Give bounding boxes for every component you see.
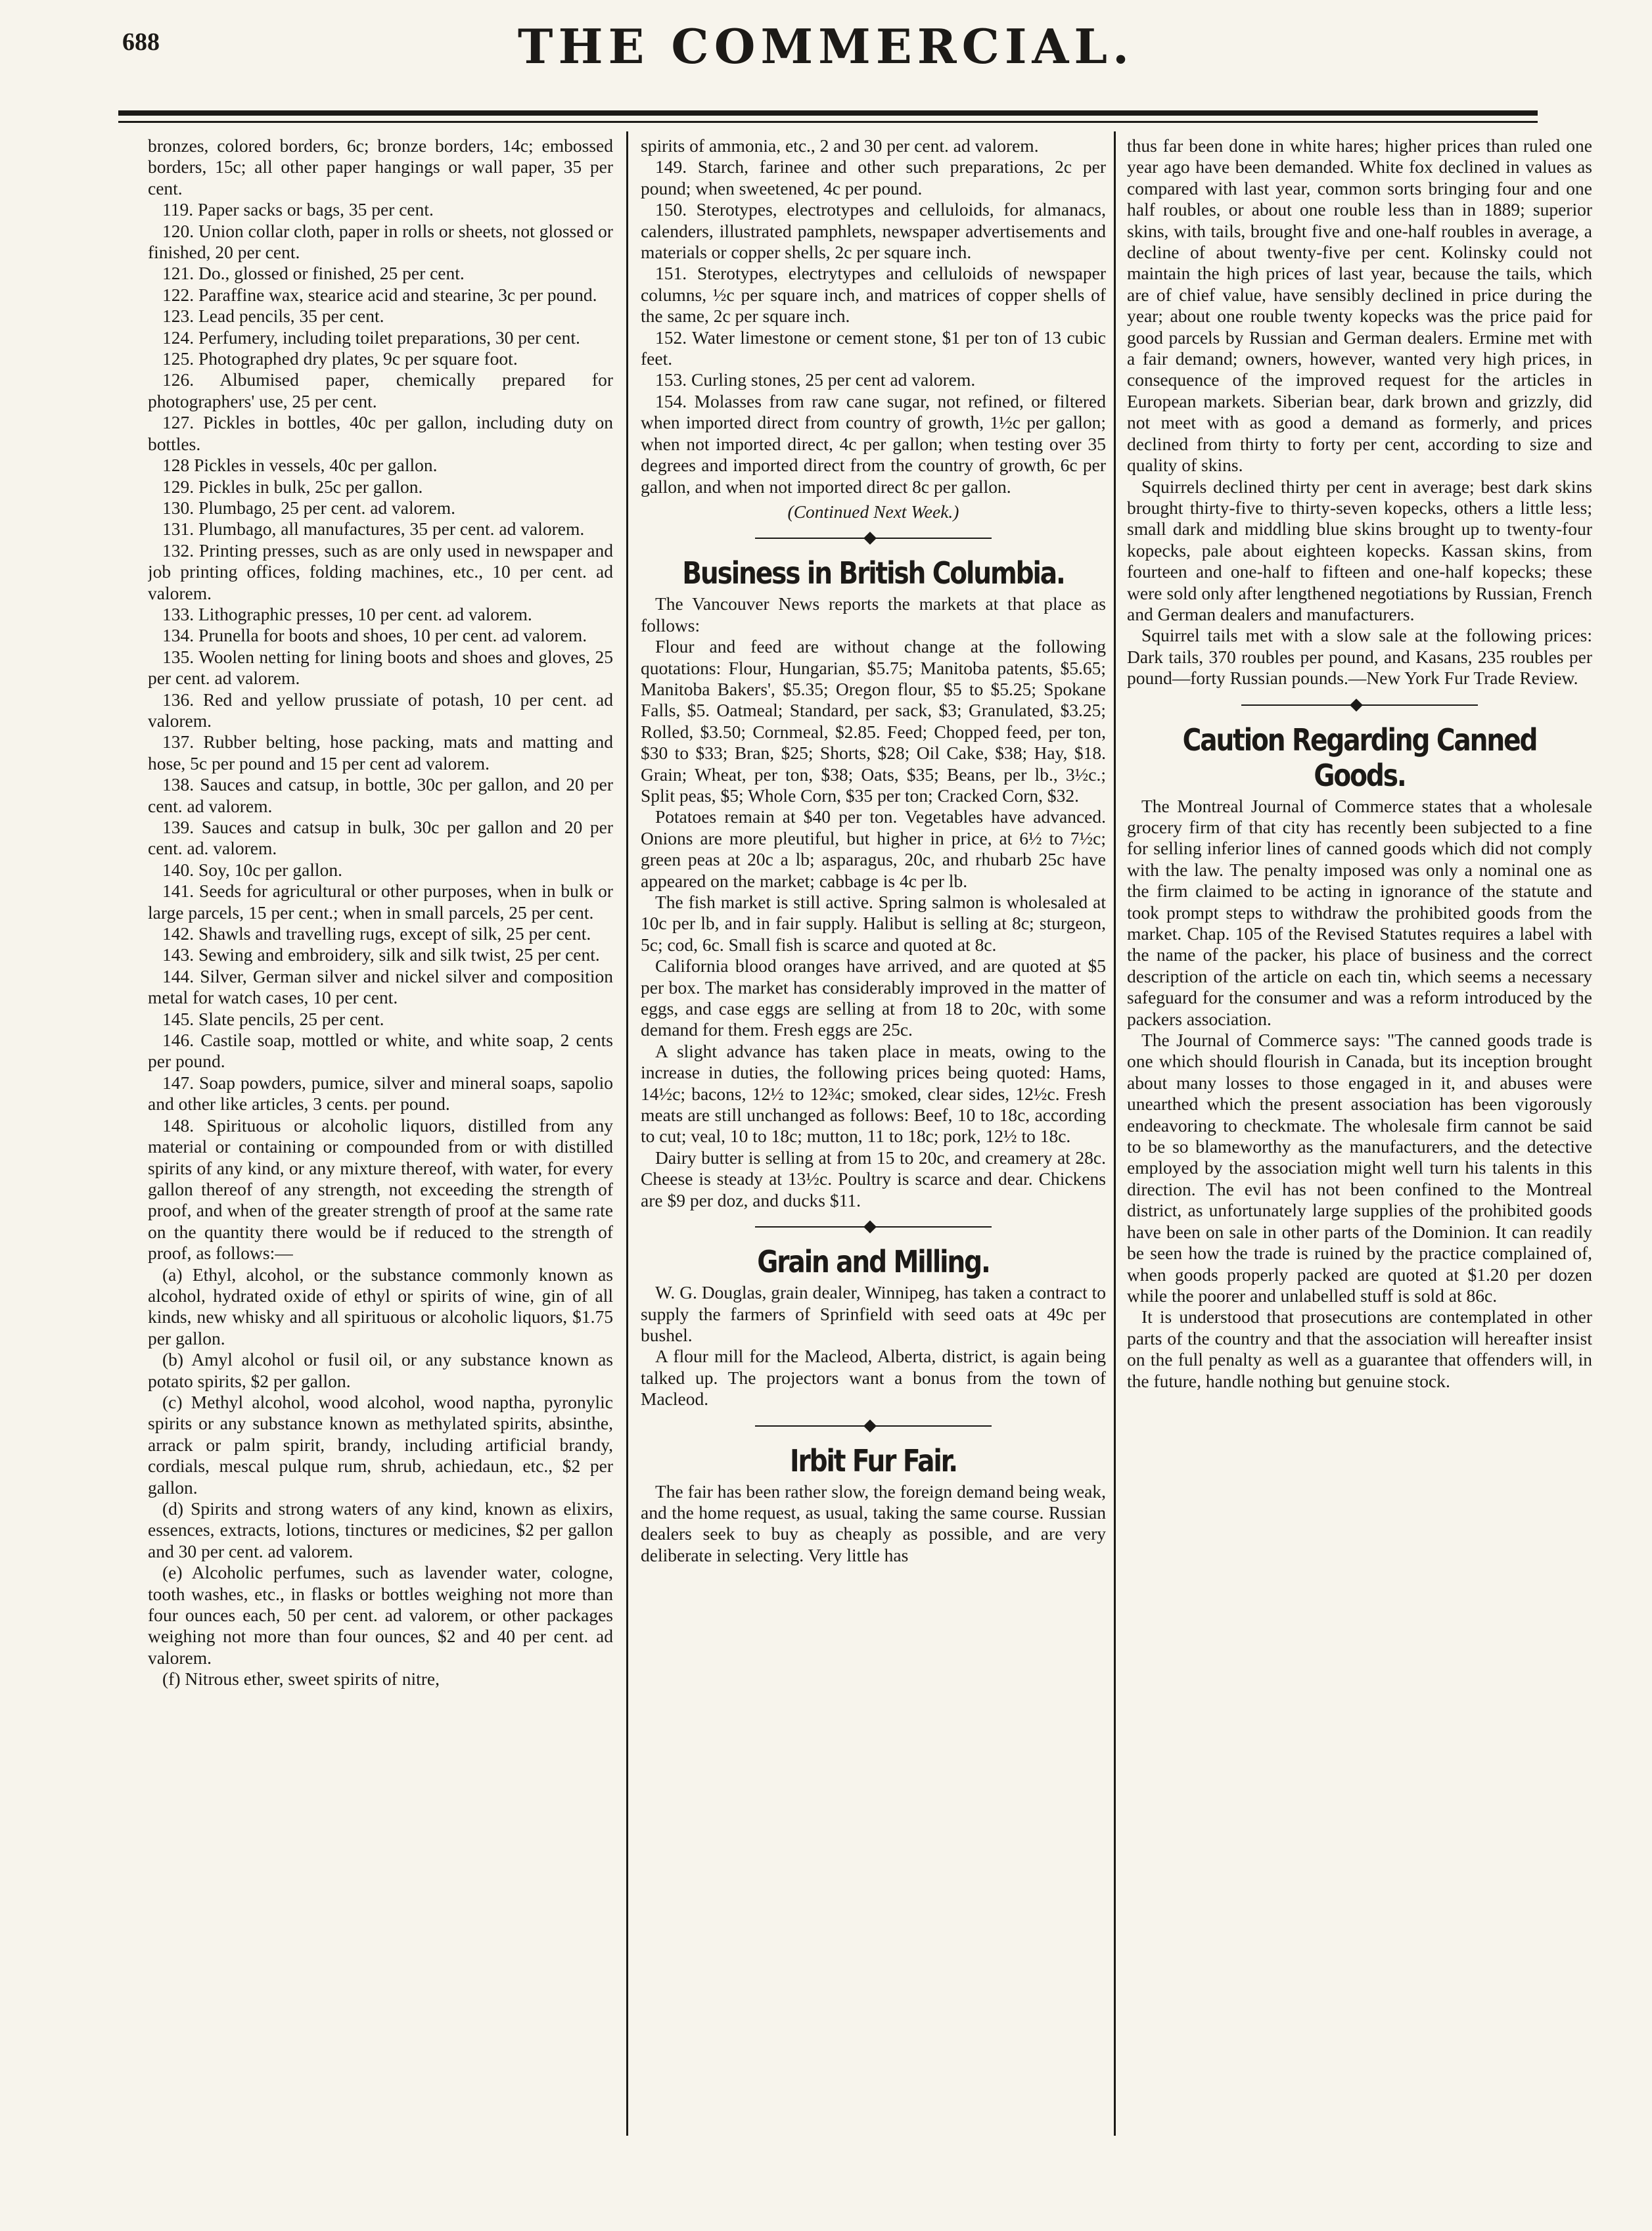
article-headline: Grain and Milling. — [757, 1244, 990, 1280]
paragraph: 139. Sauces and catsup in bulk, 30c per gallon and 20 per cent. ad. valorem. — [148, 817, 613, 859]
column-2 — [641, 135, 1106, 2153]
paragraph: Squirrel tails met with a slow sale at the following prices: Dark tails, 370 roubles per pound, and Kasans, 235 roubles per pound—forty Russian pounds.—New York Fur Trade Review. — [1127, 625, 1592, 689]
column-3 — [1127, 135, 1592, 2153]
paragraph: 144. Silver, German silver and nickel silver and composition metal for watch cases, 10 per cent. — [148, 965, 613, 1008]
continued-note: (Continued Next Week.) — [787, 501, 959, 522]
paragraph: 148. Spirituous or alcoholic liquors, distilled from any material or containing or compounded from or with distilled spirits of any kind, or any mixture thereof, with water, for every gallon thereof of any strength, not exceeding the strength of proof, and when of the greater strength of proof at the same rate on the quantity there would be if reduced to the strength of proof, as follows:— — [148, 1115, 613, 1264]
section-divider — [755, 1219, 992, 1235]
paragraph: A slight advance has taken place in meats, owing to the increase in duties, the following prices being quoted: Hams, 14½c; bacons, 12½ to 12¾c; smoked, clear sides, 12½c. Fresh meats are still unchanged as follows: Beef, 10 to 18c, according to cut; veal, 10 to 18c; mutton, 11 to 18c; pork, 12½ to 18c. — [641, 1040, 1106, 1147]
paragraph: 146. Castile soap, mottled or white, and white soap, 2 cents per pound. — [148, 1030, 613, 1072]
paragraph: 120. Union collar cloth, paper in rolls or sheets, not glossed or finished, 20 per cent. — [148, 220, 613, 263]
paragraph: 126. Albumised paper, chemically prepared for photographers' use, 25 per cent. — [148, 369, 613, 411]
article-headline: Caution Regarding Canned Goods. — [1182, 722, 1537, 793]
paragraph: 137. Rubber belting, hose packing, mats and matting and hose, 5c per pound and 15 per cent ad valorem. — [148, 731, 613, 773]
paragraph: 136. Red and yellow prussiate of potash, 10 per cent. ad valorem. — [148, 689, 613, 731]
paragraph: 140. Soy, 10c per gallon. — [162, 859, 342, 880]
article-headline: Irbit Fur Fair. — [790, 1442, 957, 1479]
paragraph: 138. Sauces and catsup, in bottle, 30c per gallon, and 20 per cent. ad valorem. — [148, 774, 613, 816]
paragraph: 125. Photographed dry plates, 9c per square foot. — [162, 348, 518, 369]
paragraph: Squirrels declined thirty per cent in average; best dark skins brought thirty-five to thirty-seven kopecks, others a little less; small dark and middling blue skins brought up to twenty-four kopecks, pale about eighteen kopecks. Kassan skins, from fourteen and one-half to fifteen and one-half kopecks; these were sold only after lengthened negotiations by Russian, French and German dealers and manufacturers. — [1127, 476, 1592, 624]
paragraph: (a) Ethyl, alcohol, or the substance commonly known as alcohol, hydrated oxide of ethyl or spirits of wine, gin of all kinds, new whisky and all spirituous or alcoholic liquors, $1.75 per gallon. — [148, 1264, 613, 1348]
paragraph: The fair has been rather slow, the foreign demand being weak, and the home request, as usual, taking the same course. Russian dealers seek to buy as cheaply as possible, and are very deliberate in selecting. Very little has — [641, 1481, 1106, 1565]
paragraph: (e) Alcoholic perfumes, such as lavender water, cologne, tooth washes, etc., in flasks or bottles weighing not more than four ounces each, 50 per cent. ad valorem, or other packages weighing not more than four ounces, $2 and 40 per cent. ad valorem. — [148, 1562, 613, 1668]
paragraph: (d) Spirits and strong waters of any kind, known as elixirs, essences, extracts, lotions, tinctures or medicines, $2 per gallon and 30 per cent. ad valorem. — [148, 1498, 613, 1561]
paragraph: (b) Amyl alcohol or fusil oil, or any substance known as potato spirits, $2 per gallon. — [148, 1349, 613, 1391]
paragraph: (f) Nitrous ether, sweet spirits of nitre, — [162, 1668, 440, 1690]
paragraph: The Journal of Commerce says: "The canned goods trade is one which should flourish in Canada, but its inception brought about many losses to those engaged in it, and abuses were unearthed which the present association has been vigorously endeavoring to checkmate. The wholesale firm cannot be said to be so blameworthy as the manufacturers, and the detective employed by the association might well turn his talents in this direction. The evil has not been confined to the Montreal district, as unfortunately large supplies of the prohibited goods have been on sale in other parts of the Dominion. It can readily be seen how the trade is ruined by the practice complained of, when goods properly packed are quoted at $1.20 per dozen while the poorer and unlabelled stuff is sold at 86c. — [1127, 1030, 1592, 1306]
paragraph: 150. Sterotypes, electrotypes and celluloids, for almanacs, calenders, illustrated pamphlets, newspaper advertisements and materials or copper shells, 2c per square inch. — [641, 199, 1106, 263]
paragraph: California blood oranges have arrived, and are quoted at $5 per box. The market has considerably improved in the matter of eggs, and case eggs are selling at from 18 to 20c, with some demand for them. Fresh eggs are 25c. — [641, 955, 1106, 1040]
paragraph: Flour and feed are without change at the following quotations: Flour, Hungarian, $5.75; Manitoba patents, $5.65; Manitoba Bakers', $5.35; Oregon flour, $5 to $5.25; Spokane Falls, $5. Oatmeal; Standard, per sack, $3; Granulated, $3.25; Rolled, $3.50; Cornmeal, $2.85. Feed; Chopped feed, per ton, $30 to $33; Bran, $25; Shorts, $28; Oil Cake, $38; Hay, $18. Grain; Wheat, per ton, $38; Oats, $35; Beans, per lb., 3½c.; Split peas, $5; Whole Corn, $35 per ton; Cracked Corn, $32. — [641, 636, 1106, 806]
column-1 — [148, 135, 613, 2153]
paragraph: 129. Pickles in bulk, 25c per gallon. — [162, 476, 423, 497]
column-divider-2 — [1114, 131, 1116, 2136]
paragraph: 131. Plumbago, all manufactures, 35 per cent. ad valorem. — [162, 518, 585, 540]
paragraph: The Vancouver News reports the markets at that place as follows: — [641, 593, 1106, 635]
section-divider — [755, 1418, 992, 1434]
paragraph: 124. Perfumery, including toilet preparations, 30 per cent. — [162, 327, 580, 348]
paragraph: 119. Paper sacks or bags, 35 per cent. — [162, 199, 434, 220]
paragraph: 121. Do., glossed or finished, 25 per cent. — [162, 263, 465, 284]
paragraph: 142. Shawls and travelling rugs, except of silk, 25 per cent. — [162, 923, 591, 944]
paragraph: 135. Woolen netting for lining boots and shoes and gloves, 25 per cent. ad valorem. — [148, 646, 613, 689]
paragraph: 145. Slate pencils, 25 per cent. — [162, 1008, 384, 1029]
paragraph: thus far been done in white hares; higher prices than ruled one year ago have been demanded. White fox declined in values as compared with last year, common sorts bringing four and one half roubles, or about one rouble less than in 1889; superior skins, with tails, brought five and one-half roubles in average, a decline of about twenty-five per cent. Kolinsky could not maintain the high prices of last year, because the tails, which are of chief value, have sensibly declined in price during the year; about one rouble twenty kopecks was the price paid for good parcels by Russian and German dealers. Ermine met with a fair demand; owners, however, wanted very high prices, in consequence of the improved request for the articles in European markets. Siberian bear, dark brown and grizzly, did not meet with as good a demand as formerly, and prices declined from thirty to forty per cent, according to size and quality of skins. — [1127, 135, 1592, 476]
paragraph: 122. Paraffine wax, stearice acid and stearine, 3c per pound. — [162, 284, 597, 305]
paragraph: 147. Soap powders, pumice, silver and mineral soaps, sapolio and other like articles, 3 cents. per pound. — [148, 1072, 613, 1115]
paragraph: (c) Methyl alcohol, wood alcohol, wood naptha, pyronylic spirits or any substance known as methylated spirits, absinthe, arrack or palm spirit, brandy, including artificial brandy, cordials, mescal pulque rum, shrub, achiedaun, etc., $2 per gallon. — [148, 1391, 613, 1498]
section-divider — [1241, 697, 1478, 713]
article-headline: Business in British Columbia. — [682, 555, 1065, 591]
paragraph: 127. Pickles in bottles, 40c per gallon, including duty on bottles. — [148, 412, 613, 454]
paragraph: 153. Curling stones, 25 per cent ad valorem. — [655, 369, 976, 390]
paragraph: 141. Seeds for agricultural or other purposes, when in bulk or large parcels, 15 per cent.; when in small parcels, 25 per cent. — [148, 881, 613, 923]
paragraph: 152. Water limestone or cement stone, $1 per ton of 13 cubic feet. — [641, 327, 1106, 369]
paragraph: 143. Sewing and embroidery, silk and silk twist, 25 per cent. — [162, 944, 600, 965]
paragraph: 132. Printing presses, such as are only used in newspaper and job printing offices, folding machines, etc., 10 per cent. ad valorem. — [148, 540, 613, 603]
page-number: 688 — [122, 28, 160, 56]
paragraph: bronzes, colored borders, 6c; bronze borders, 14c; embossed borders, 15c; all other paper hangings or wall paper, 35 per cent. — [148, 135, 613, 198]
paragraph: 133. Lithographic presses, 10 per cent. ad valorem. — [162, 603, 532, 624]
paragraph: 151. Sterotypes, electrytypes and celluloids of newspaper columns, ½c per square inch, and matrices of copper shells of the same, 2c per square inch. — [641, 263, 1106, 327]
paragraph: spirits of ammonia, etc., 2 and 30 per cent. ad valorem. — [641, 135, 1039, 156]
paragraph: 123. Lead pencils, 35 per cent. — [162, 306, 384, 327]
paragraph: W. G. Douglas, grain dealer, Winnipeg, has taken a contract to supply the farmers of Sprinfield with seed oats at 49c per bushel. — [641, 1282, 1106, 1345]
column-divider-1 — [626, 131, 628, 2136]
masthead-rule-thick — [118, 110, 1538, 116]
paragraph: The fish market is still active. Spring salmon is wholesaled at 10c per lb, and in fair supply. Halibut is selling at 8c; sturgeon, 5c; cod, 6c. Small fish is scarce and quoted at 8c. — [641, 892, 1106, 955]
paragraph: The Montreal Journal of Commerce states that a wholesale grocery firm of that city has recently been subjected to a fine for selling inferior lines of canned goods which did not comply with the law. The penalty imposed was only a nominal one as the firm claimed to be acting in ignorance of the statute and took prompt steps to withdraw the prohibited goods from the market. Chap. 105 of the Revised Statutes requires a label with the name of the packer, his place of business and the correct description of the article on each tin, which seems a necessary safeguard for the consumer and was a reform introduced by the packers association. — [1127, 795, 1592, 1029]
paragraph: A flour mill for the Macleod, Alberta, district, is again being talked up. The projectors want a bonus from the town of Macleod. — [641, 1346, 1106, 1410]
paragraph: Potatoes remain at $40 per ton. Vegetables have advanced. Onions are more pleutiful, but higher in price, at 6½ to 7½c; green peas at 20c a lb; asparagus, 20c, and rhubarb 25c have appeared on the market; cabbage is 4c per lb. — [641, 806, 1106, 891]
masthead-rule-thin — [118, 121, 1538, 123]
paragraph: 134. Prunella for boots and shoes, 10 per cent. ad valorem. — [162, 625, 587, 646]
paragraph: 149. Starch, farinee and other such preparations, 2c per pound; when sweetened, 4c per pound. — [641, 156, 1106, 198]
paragraph: 128 Pickles in vessels, 40c per gallon. — [162, 455, 438, 476]
masthead: THE COMMERCIAL. — [517, 18, 1135, 74]
paragraph: It is understood that prosecutions are contemplated in other parts of the country and that the association will hereafter insist on the full penalty as well as a guarantee that offenders will, in the future, handle nothing but genuine stock. — [1127, 1306, 1592, 1391]
paragraph: Dairy butter is selling at from 15 to 20c, and creamery at 28c. Cheese is steady at 13½c. Poultry is scarce and dear. Chickens are $9 per doz, and ducks $11. — [641, 1147, 1106, 1210]
paragraph: 154. Molasses from raw cane sugar, not refined, or filtered when imported direct from country of growth, 1½c per gallon; when not imported direct, 4c per gallon; when testing over 35 degrees and imported direct from the country of growth, 6c per gallon, and when not imported direct 8c per gallon. — [641, 390, 1106, 497]
paragraph: 130. Plumbago, 25 per cent. ad valorem. — [162, 497, 456, 518]
section-divider — [755, 530, 992, 546]
